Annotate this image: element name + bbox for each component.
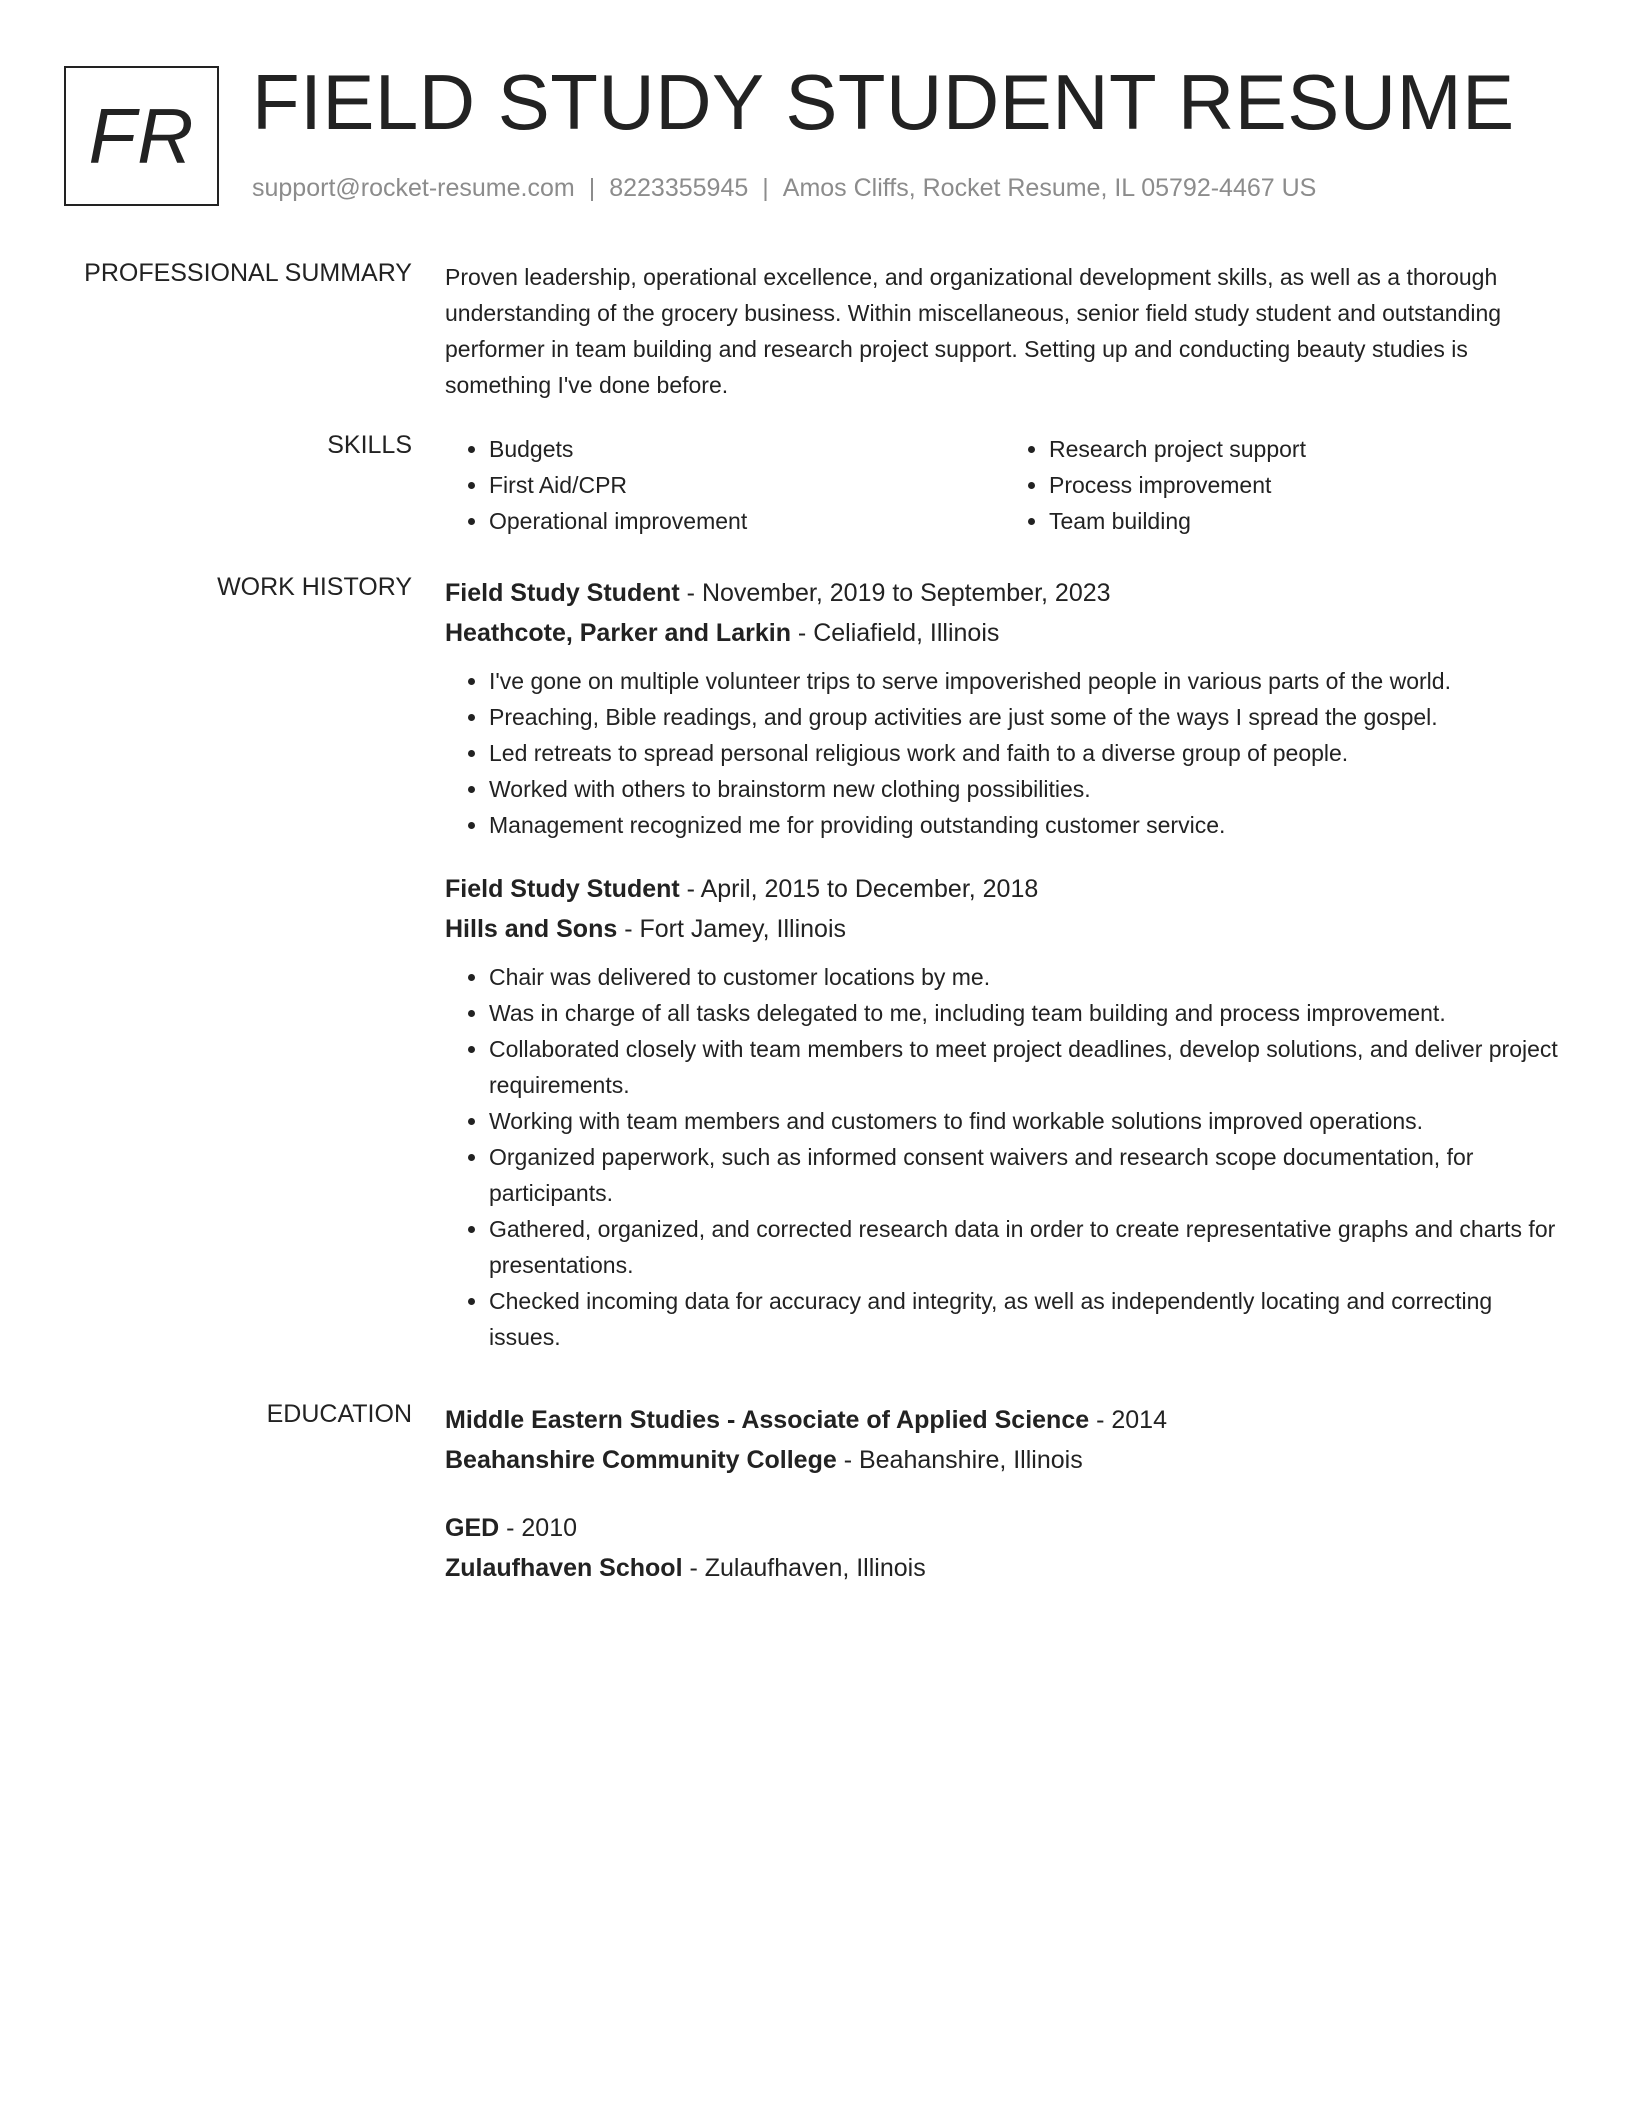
job-company: Hills and Sons bbox=[445, 915, 618, 943]
school-location: Beahanshire, Illinois bbox=[858, 1446, 1083, 1474]
job-bullet: • Checked incoming data for accuracy and integrity, as well as independently locating and correcting issues. bbox=[489, 1283, 1565, 1355]
job-bullet: • Working with team members and customers to find workable solutions improved operations. bbox=[489, 1103, 1565, 1139]
dash: - bbox=[617, 915, 640, 943]
school: Beahanshire Community College bbox=[445, 1446, 837, 1474]
contact-phone: 8223355945 bbox=[609, 174, 749, 202]
contact-email: support@rocket-resume.com bbox=[252, 174, 575, 202]
section-label: PROFESSIONAL SUMMARY bbox=[84, 259, 412, 287]
school-line bbox=[445, 1548, 1565, 1588]
skills-body bbox=[445, 431, 1565, 539]
skill-item: • Research project support bbox=[1049, 431, 1565, 467]
school: Zulaufhaven School bbox=[445, 1554, 683, 1582]
school-line bbox=[445, 1440, 1565, 1480]
skill-item: • Budgets bbox=[489, 431, 1005, 467]
skill-item: • Team building bbox=[1049, 503, 1565, 539]
job-bullet: • I've gone on multiple volunteer trips to serve impoverished people in various parts of the world. bbox=[489, 663, 1565, 699]
job-bullet: • Worked with others to brainstorm new clothing possibilities. bbox=[489, 771, 1565, 807]
dash: - bbox=[836, 1446, 859, 1474]
dash: - bbox=[1089, 1406, 1112, 1434]
job-title: Field Study Student bbox=[445, 875, 680, 903]
contact-separator: | bbox=[588, 174, 596, 202]
skills-list-right bbox=[1005, 431, 1565, 539]
dash: - bbox=[679, 875, 701, 903]
skill-item: • First Aid/CPR bbox=[489, 467, 1005, 503]
section-label: SKILLS bbox=[327, 431, 412, 459]
degree-year: 2010 bbox=[521, 1514, 578, 1542]
job-company: Heathcote, Parker and Larkin bbox=[445, 619, 791, 647]
school-location: Zulaufhaven, Illinois bbox=[704, 1554, 926, 1582]
degree-year: 2014 bbox=[1111, 1406, 1167, 1434]
skills-list-left bbox=[445, 431, 1005, 539]
job-company-line bbox=[445, 613, 1565, 653]
job-bullet: • Gathered, organized, and corrected research data in order to create representative graphs and charts for presentations. bbox=[489, 1211, 1565, 1283]
dash: - bbox=[679, 579, 702, 607]
degree: GED bbox=[445, 1514, 500, 1542]
dash: - bbox=[499, 1514, 522, 1542]
job-title-line bbox=[445, 573, 1565, 613]
degree-line bbox=[445, 1508, 1565, 1548]
skill-item: • Operational improvement bbox=[489, 503, 1005, 539]
contact-address: Amos Cliffs, Rocket Resume, IL 05792-4467 US bbox=[782, 174, 1317, 202]
job-bullet: • Preaching, Bible readings, and group activities are just some of the ways I spread the gospel. bbox=[489, 699, 1565, 735]
job-bullet: • Was in charge of all tasks delegated to me, including team building and process improvement. bbox=[489, 995, 1565, 1031]
skill-item: • Process improvement bbox=[1049, 467, 1565, 503]
contact-line bbox=[252, 174, 1316, 203]
section-label: WORK HISTORY bbox=[217, 573, 412, 601]
job-bullet: • Led retreats to spread personal religious work and faith to a diverse group of people. bbox=[489, 735, 1565, 771]
job-bullet: • Chair was delivered to customer locations by me. bbox=[489, 959, 1565, 995]
dash: - bbox=[790, 619, 814, 647]
job-title-line bbox=[445, 869, 1565, 909]
job-bullet: • Collaborated closely with team members to meet project deadlines, develop solutions, and deliver project requirements. bbox=[489, 1031, 1565, 1103]
dash: - bbox=[682, 1554, 705, 1582]
job-dates: November, 2019 to September, 2023 bbox=[701, 579, 1111, 607]
section-label: EDUCATION bbox=[266, 1400, 412, 1428]
skills-grid bbox=[445, 431, 1565, 539]
work-history-body bbox=[445, 573, 1565, 1381]
education-entry bbox=[445, 1400, 1565, 1480]
job-company-line bbox=[445, 909, 1565, 949]
job-entry bbox=[445, 573, 1565, 843]
job-bullets bbox=[445, 959, 1565, 1355]
job-entry bbox=[445, 869, 1565, 1355]
degree: Middle Eastern Studies - Associate of Applied Science bbox=[445, 1406, 1090, 1434]
education-entry bbox=[445, 1508, 1565, 1588]
job-title: Field Study Student bbox=[445, 579, 680, 607]
job-bullet: • Organized paperwork, such as informed consent waivers and research scope documentation, for participants. bbox=[489, 1139, 1565, 1211]
contact-separator: | bbox=[762, 174, 769, 202]
education-body bbox=[445, 1400, 1565, 1616]
job-location: Celiafield, Illinois bbox=[813, 619, 1000, 647]
job-bullets bbox=[445, 663, 1565, 843]
job-bullet: • Management recognized me for providing outstanding customer service. bbox=[489, 807, 1565, 843]
degree-line bbox=[445, 1400, 1565, 1440]
job-dates: April, 2015 to December, 2018 bbox=[700, 875, 1039, 903]
summary-text: Proven leadership, operational excellence, and organizational development skills, as well as a thorough understanding of the grocery business. Within miscellaneous, senior field study student and outstanding performer in team building and research project support. Setting up and conducting beauty studies is something I've done before. bbox=[445, 264, 1502, 398]
monogram-logo: FR bbox=[64, 66, 219, 206]
job-location: Fort Jamey, Illinois bbox=[639, 915, 847, 943]
page-title: FIELD STUDY STUDENT RESUME bbox=[252, 58, 1515, 146]
